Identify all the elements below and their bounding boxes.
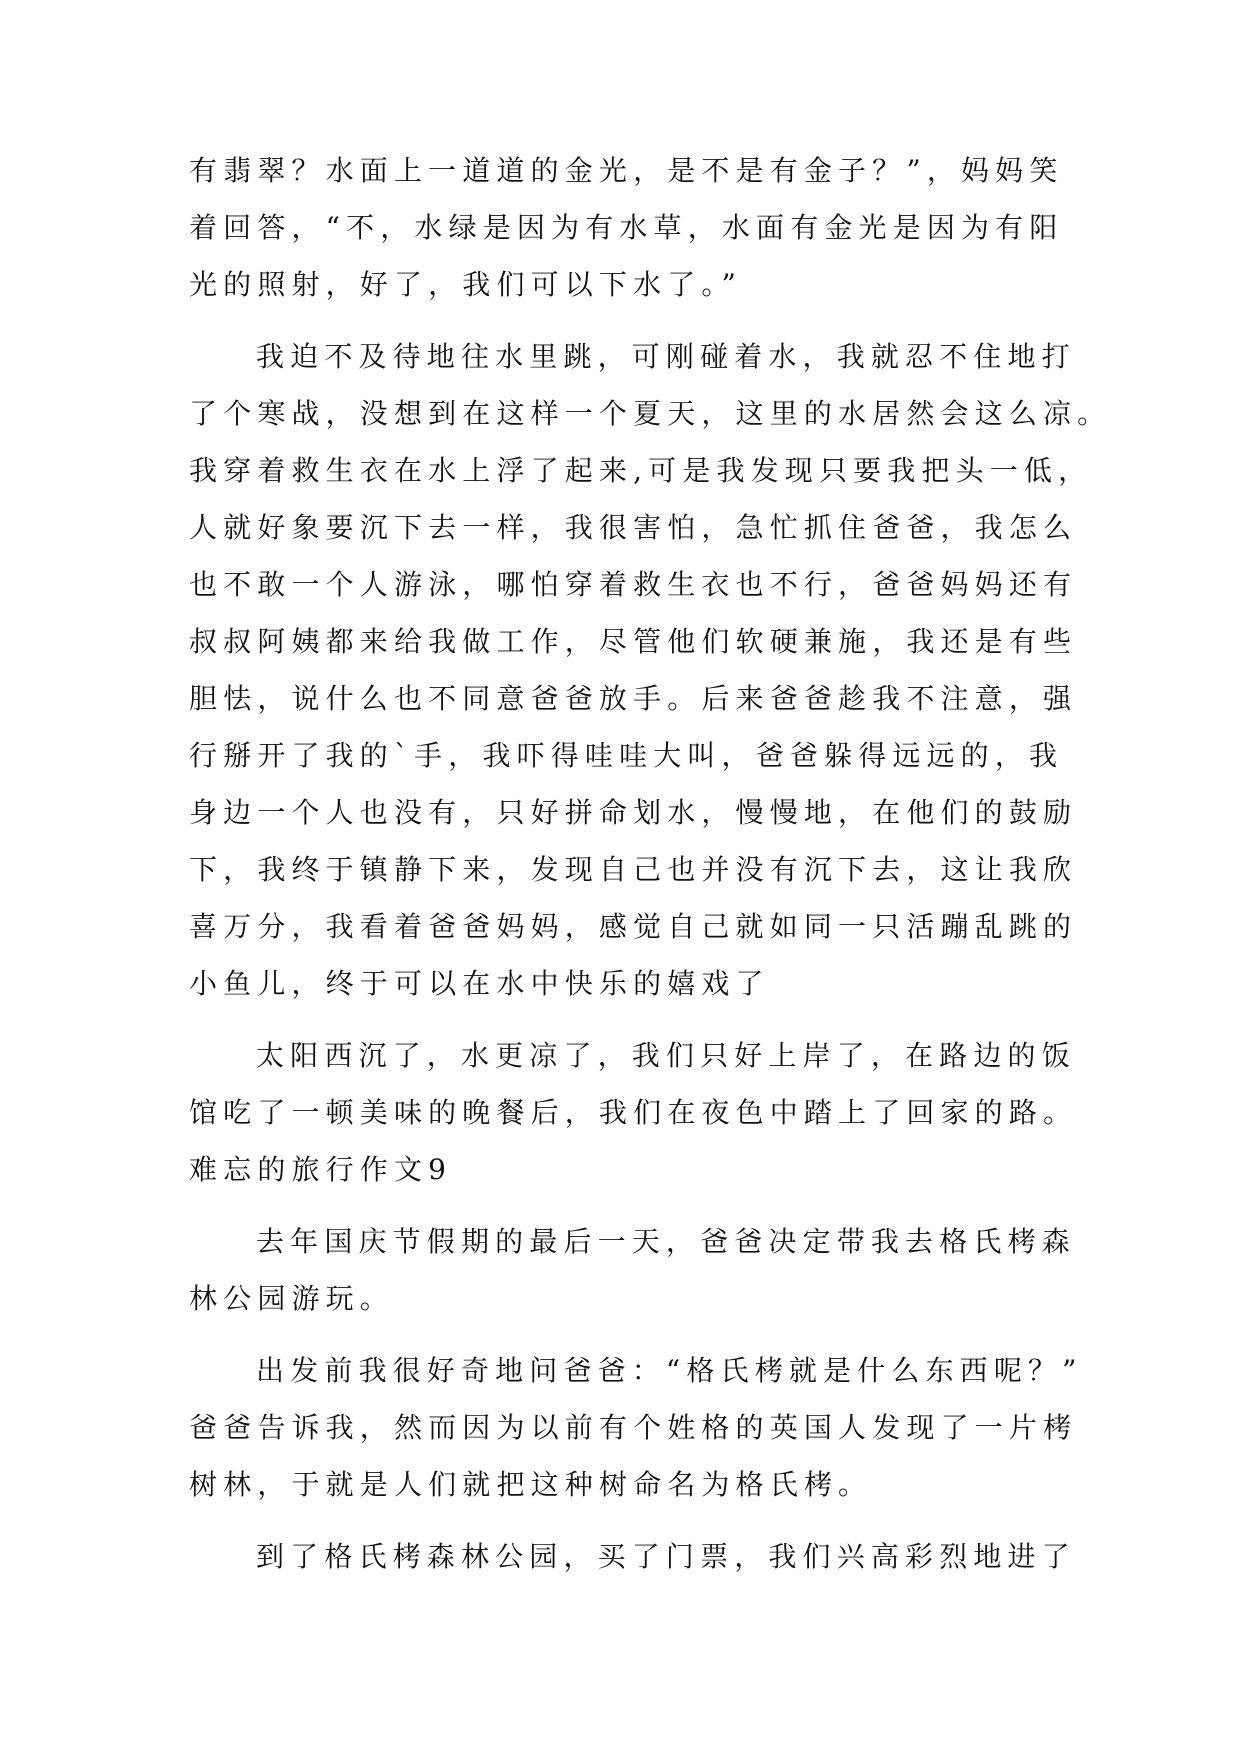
text-line: 叔叔阿姨都来给我做工作，尽管他们软硬兼施，我还是有些 bbox=[189, 625, 1078, 658]
text-line: 我迫不及待地往水里跳，可刚碰着水，我就忍不住地打 bbox=[256, 340, 1076, 373]
text-line: 小鱼儿，终于可以在水中快乐的嬉戏了 bbox=[189, 967, 770, 1000]
text-line: 了个寒战，没想到在这样一个夏天，这里的水居然会这么凉。 bbox=[189, 397, 1112, 430]
text-line: 人就好象要沉下去一样，我很害怕，急忙抓住爸爸，我怎么 bbox=[189, 511, 1078, 544]
text-line: 出发前我很好奇地问爸爸：“格氏栲就是什么东西呢？” bbox=[256, 1354, 1083, 1387]
text-line: 行掰开了我的`手，我吓得哇哇大叫，爸爸躲得远远的，我 bbox=[189, 739, 1064, 772]
text-line: 林公园游玩。 bbox=[189, 1282, 394, 1315]
text-line: 身边一个人也没有，只好拼命划水，慢慢地，在他们的鼓励 bbox=[189, 796, 1078, 829]
text-line: 着回答，“不，水绿是因为有水草，水面有金光是因为有阳 bbox=[189, 211, 1064, 244]
text-line: 下，我终于镇静下来，发现自己也并没有沉下去，这让我欣 bbox=[189, 853, 1078, 886]
text-line: 我穿着救生衣在水上浮了起来,可是我发现只要我把头一低， bbox=[189, 454, 1093, 487]
text-line: 树林，于就是人们就把这种树命名为格氏栲。 bbox=[189, 1468, 873, 1501]
text-line: 光的照射，好了，我们可以下水了。” bbox=[189, 268, 743, 301]
text-line: 有翡翠？水面上一道道的金光，是不是有金子？”，妈妈笑 bbox=[189, 154, 1064, 187]
text-line: 爸爸告诉我，然而因为以前有个姓格的英国人发现了一片栲 bbox=[189, 1411, 1078, 1444]
text-line: 太阳西沉了，水更凉了，我们只好上岸了，在路边的饭 bbox=[256, 1039, 1076, 1072]
text-line: 也不敢一个人游泳，哪怕穿着救生衣也不行，爸爸妈妈还有 bbox=[189, 568, 1078, 601]
text-line: 喜万分，我看着爸爸妈妈，感觉自己就如同一只活蹦乱跳的 bbox=[189, 910, 1078, 943]
text-line: 馆吃了一顿美味的晚餐后，我们在夜色中踏上了回家的路。 bbox=[189, 1096, 1078, 1129]
text-line: 去年国庆节假期的最后一天，爸爸决定带我去格氏栲森 bbox=[256, 1225, 1076, 1258]
text-line: 到了格氏栲森林公园，买了门票，我们兴高彩烈地进了 bbox=[256, 1540, 1076, 1573]
text-line: 胆怯，说什么也不同意爸爸放手。后来爸爸趁我不注意，强 bbox=[189, 682, 1078, 715]
section-heading: 难忘的旅行作文9 bbox=[189, 1153, 453, 1186]
